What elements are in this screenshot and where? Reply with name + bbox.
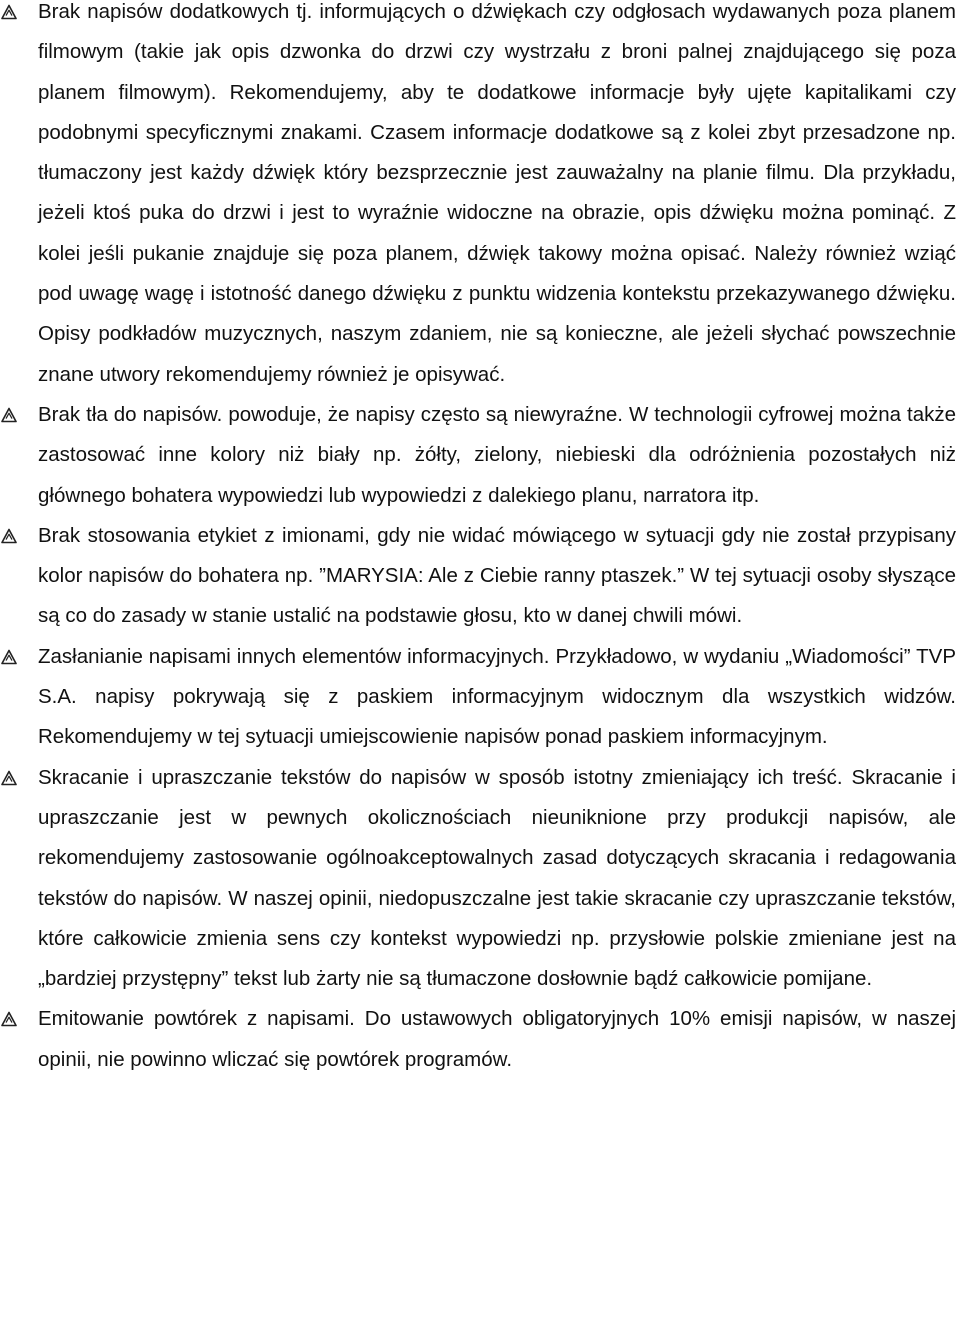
list-item-text: Skracanie i upraszczanie tekstów do napisów w sposób istotny zmieniający ich treść. Skracanie i upraszczanie jest w pewnych okolicznościach nieuniknione przy produkcji napisów, ale rekomendujemy zastosowanie ogólnoakceptowalnych zasad dotyczących skracania i redagowania tekstów do napisów. W naszej opinii, niedopuszczalne jest takie skracanie czy upraszczanie tekstów, które całkowicie zmienia sens czy kontekst wypowiedzi np. przysłowie polskie zmieniane jest na „bardziej przystępny” tekst lub żarty nie są tłumaczone dosłownie bądź całkowicie pomijane. [38, 765, 956, 991]
warning-triangle-icon [1, 770, 17, 786]
list-item [0, 637, 956, 758]
list-item-text: Brak napisów dodatkowych tj. informujących o dźwiękach czy odgłosach wydawanych poza planem filmowym (takie jak opis dzwonka do drzwi czy wystrzału z broni palnej znajdującego się poza planem filmowym). Rekomendujemy, aby te dodatkowe informacje były ujęte kapitalikami czy podobnymi specyficznymi znakami. Czasem informacje dodatkowe są z kolei zbyt przesadzone np. tłumaczony jest każdy dźwięk który bezsprzecznie jest zauważalny na planie filmu. Dla przykładu, jeżeli ktoś puka do drzwi i jest to wyraźnie widoczne na obrazie, opis dźwięku można pominąć. Z kolei jeśli pukanie znajduje się poza planem, dźwięk takowy można opisać. Należy również wziąć pod uwagę wagę i istotność danego dźwięku z punktu widzenia kontekstu przekazywanego dźwięku. Opisy podkładów muzycznych, naszym zdaniem, nie są konieczne, ale jeżeli słychać powszechnie znane utwory rekomendujemy również je opisywać. [38, 0, 956, 386]
list-item [0, 758, 956, 1000]
list-item [0, 395, 956, 516]
warning-triangle-icon [1, 649, 17, 665]
list-item-text: Brak tła do napisów. powoduje, że napisy często są niewyraźne. W technologii cyfrowej można także zastosować inne kolory niż biały np. żółty, zielony, niebieski dla odróżnienia pozostałych niż głównego bohatera wypowiedzi lub wypowiedzi z dalekiego planu, narratora itp. [38, 402, 956, 507]
list-item-text: Emitowanie powtórek z napisami. Do ustawowych obligatoryjnych 10% emisji napisów, w naszej opinii, nie powinno wliczać się powtórek programów. [38, 1007, 956, 1071]
warning-triangle-icon [1, 4, 17, 20]
warning-triangle-icon [1, 528, 17, 544]
warning-triangle-icon [1, 407, 17, 423]
list-item [0, 0, 956, 395]
warning-triangle-icon [1, 1011, 17, 1027]
list-item [0, 999, 956, 1080]
list-item-text: Zasłanianie napisami innych elementów informacyjnych. Przykładowo, w wydaniu „Wiadomości” TVP S.A. napisy pokrywają się z paskiem informacyjnym widocznym dla wszystkich widzów. Rekomendujemy w tej sytuacji umiejscowienie napisów ponad paskiem informacyjnym. [38, 644, 956, 749]
list-item [0, 516, 956, 637]
list-item-text: Brak stosowania etykiet z imionami, gdy nie widać mówiącego w sytuacji gdy nie został przypisany kolor napisów do bohatera np. ”MARYSIA: Ale z Ciebie ranny ptaszek.” W tej sytuacji osoby słyszące są co do zasady w stanie ustalić na podstawie głosu, kto w danej chwili mówi. [38, 523, 956, 628]
